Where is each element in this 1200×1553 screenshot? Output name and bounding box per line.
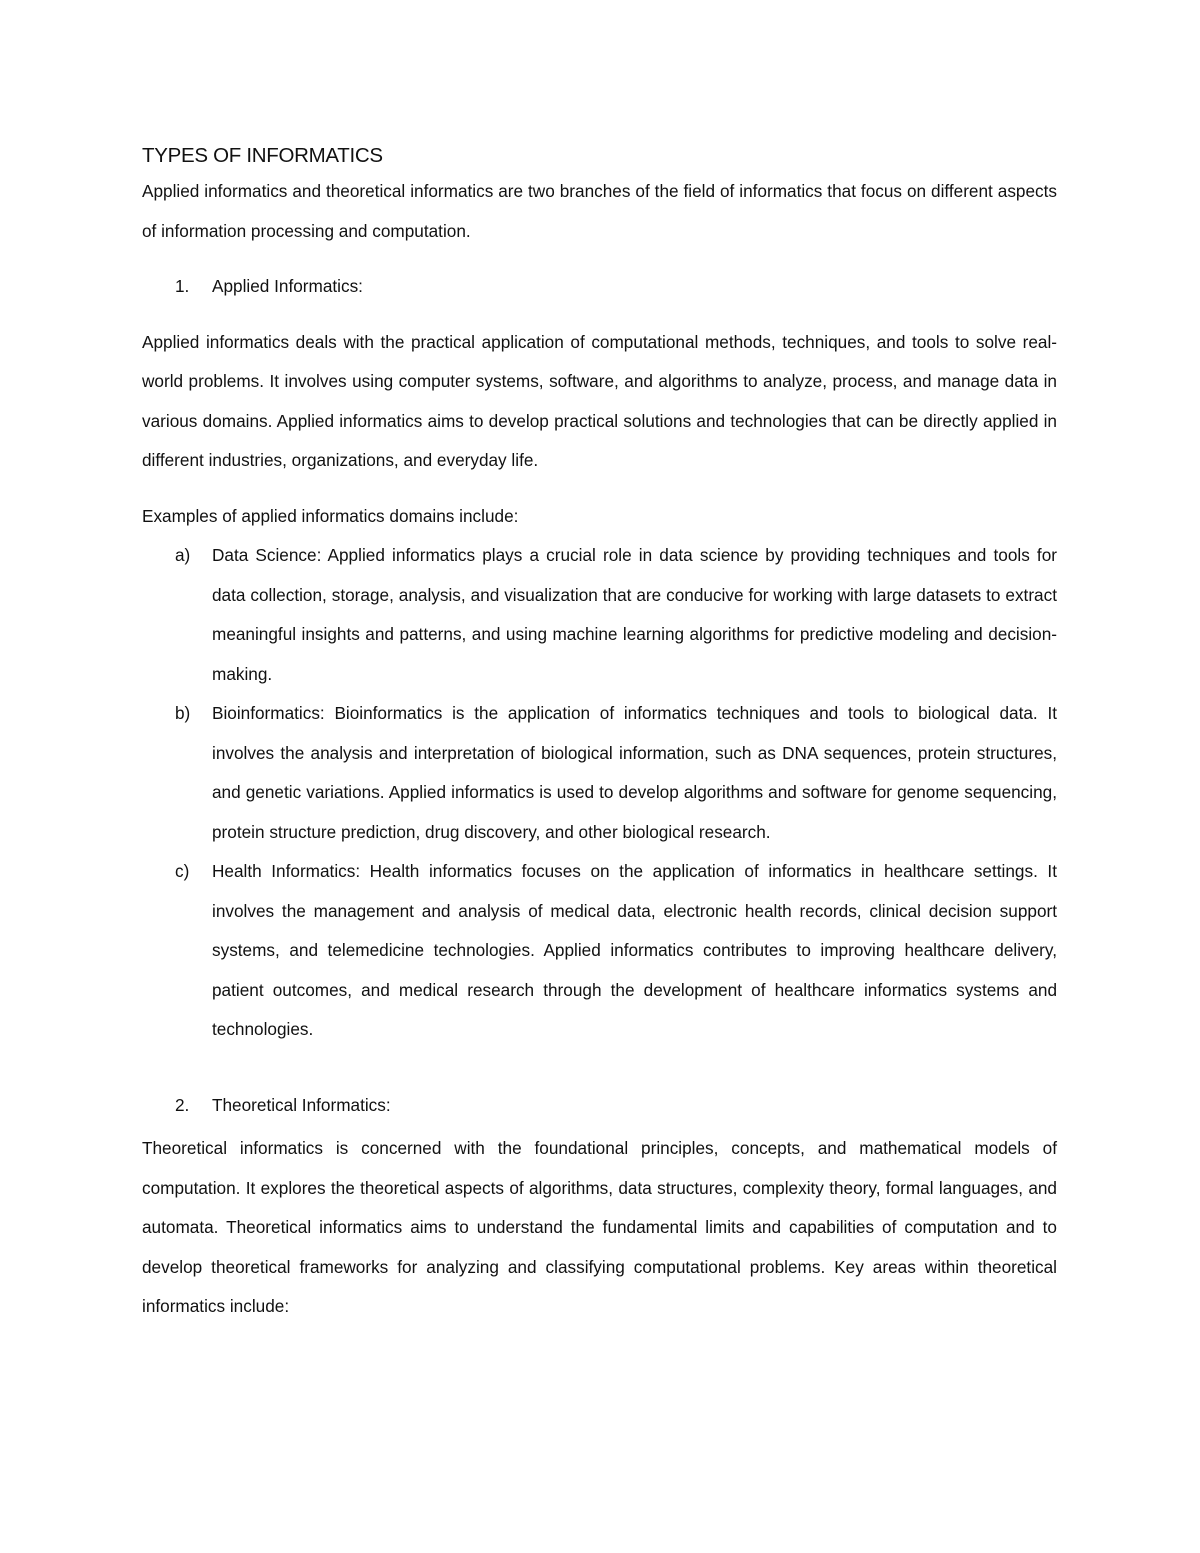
section-heading-text: Theoretical Informatics: [212, 1094, 391, 1115]
applied-paragraph: Applied informatics deals with the practical application of computational methods, techniques, and tools to solve real-world problems. It involves using computer systems, software, and algorithms to analyze, process, and manage data in various domains. Applied informatics aims to develop practical solutions and technologies that can be directly applied in different industries, organizations, and everyday life. [142, 331, 1057, 470]
list-marker: c) [175, 861, 190, 881]
list-item-data-science [142, 536, 1057, 694]
theoretical-paragraph: Theoretical informatics is concerned with the foundational principles, concepts, and mathematical models of computation. It explores the theoretical aspects of algorithms, data structures, complexity theory, formal languages, and automata. Theoretical informatics aims to understand the fundamental limits and capabilities of computation and to develop theoretical frameworks for analyzing and classifying computational problems. Key areas within theoretical informatics include: [142, 1138, 1057, 1316]
list-marker: a) [175, 545, 191, 565]
document-title: TYPES OF INFORMATICS [142, 144, 383, 167]
list-item-text: Health Informatics: Health informatics focuses on the application of informatics in healthcare settings. It involves the management and analysis of medical data, electronic health records, clinical decision support systems, and telemedicine technologies. Applied informatics contributes to improving healthcare delivery, patient outcomes, and medical research through the development of healthcare informatics systems and technologies. [212, 861, 1057, 1039]
section-heading-text: Applied Informatics: [212, 276, 363, 296]
list-item-text: Bioinformatics: Bioinformatics is the application of informatics techniques and tools to biological data. It involves the analysis and interpretation of biological information, such as DNA sequences, protein structures, and genetic variations. Applied informatics is used to develop algorithms and software for genome sequencing, protein structure prediction, drug discovery, and other biological research. [212, 703, 1057, 842]
list-item-health-informatics [142, 852, 1057, 1050]
section-heading-applied [142, 267, 1057, 307]
section-number: 2. [175, 1094, 190, 1115]
document-body [142, 140, 1057, 1327]
examples-intro: Examples of applied informatics domains include: [142, 505, 519, 526]
section-number: 1. [175, 276, 190, 296]
intro-paragraph: Applied informatics and theoretical informatics are two branches of the field of informatics that focus on different aspects of information processing and computation. [142, 181, 1057, 241]
list-item-text: Data Science: Applied informatics plays a crucial role in data science by providing techniques and tools for data collection, storage, analysis, and visualization that are conducive for working with large datasets to extract meaningful insights and patterns, and using machine learning algorithms for predictive modeling and decision-making. [212, 545, 1057, 684]
section-heading-theoretical [142, 1086, 1057, 1126]
list-marker: b) [175, 703, 191, 723]
list-item-bioinformatics [142, 694, 1057, 852]
